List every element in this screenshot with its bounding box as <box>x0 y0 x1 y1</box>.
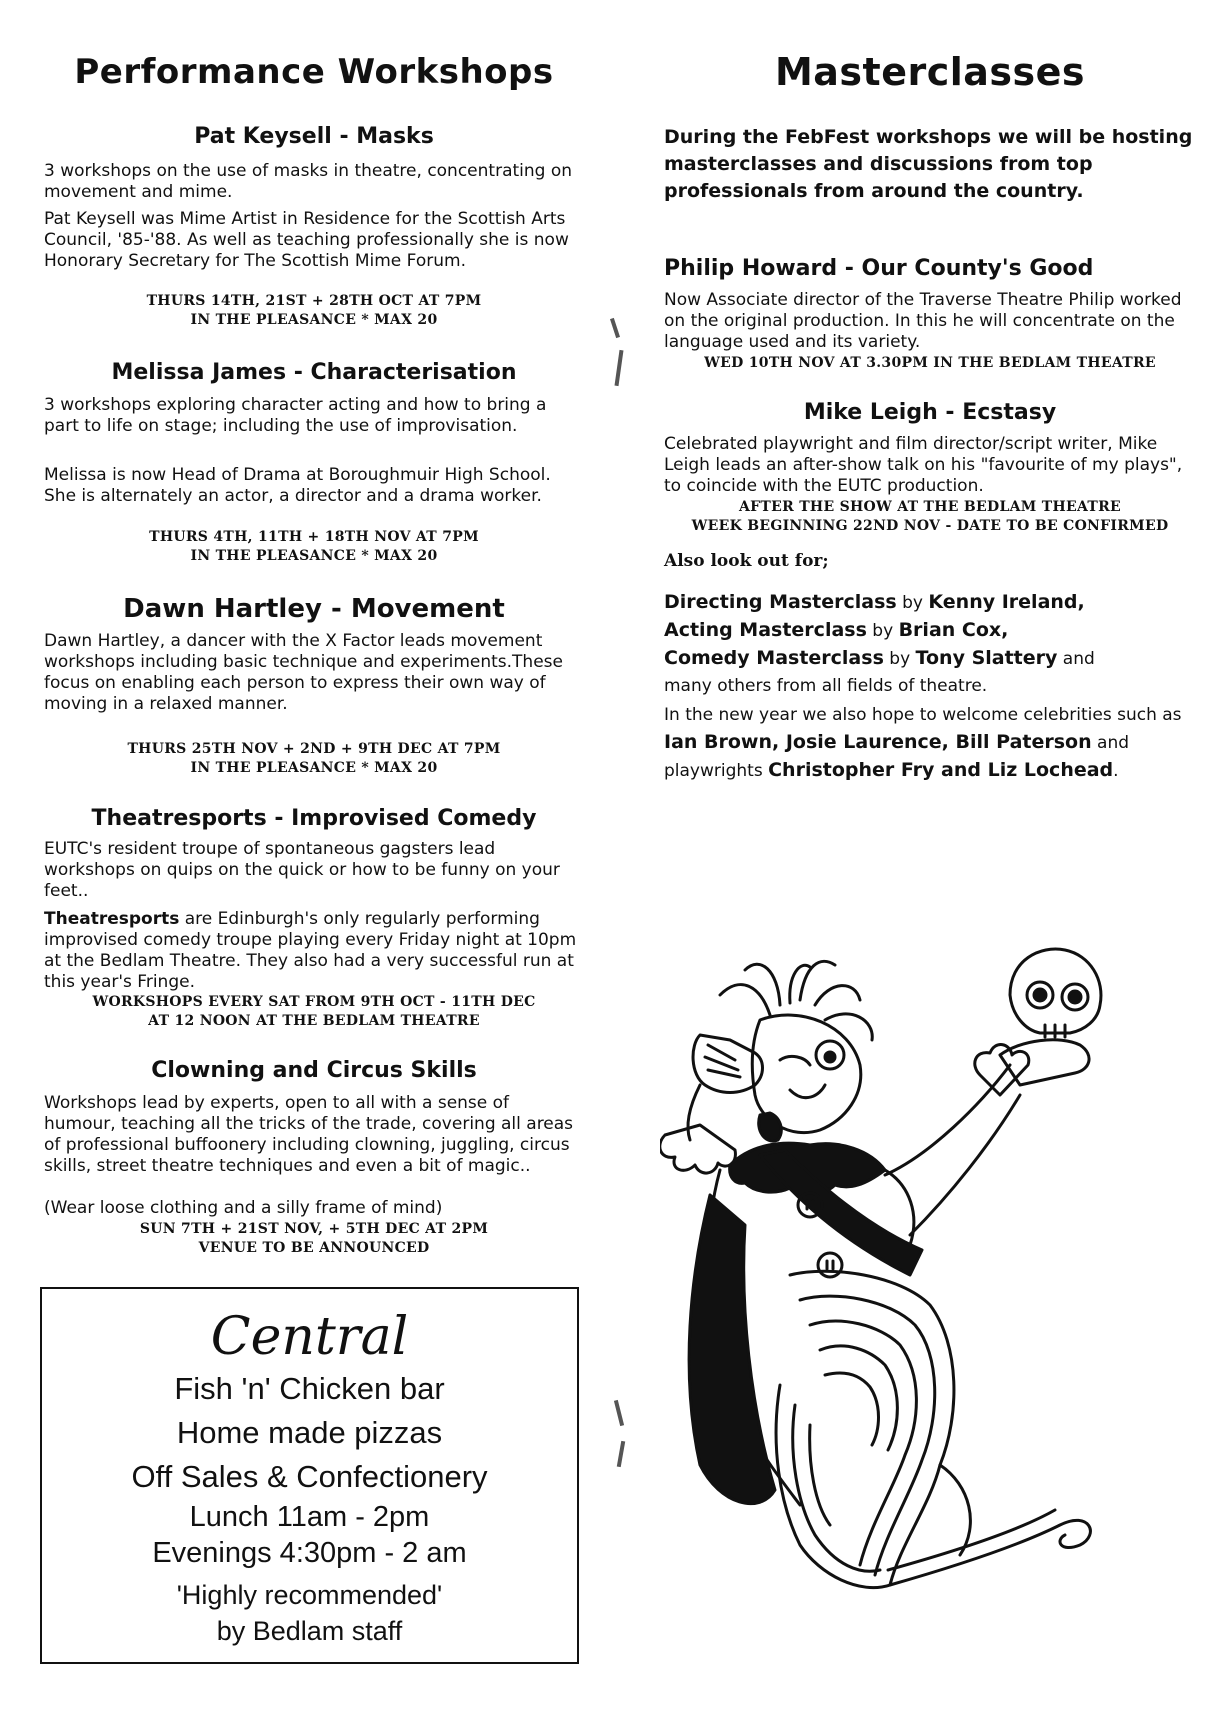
workshop-text: 3 workshops on the use of masks in theatre, concentrating on movement and mime. <box>44 161 573 202</box>
masterclass-person: Tony Slattery <box>915 647 1058 669</box>
masterclass-name: Directing Masterclass <box>664 591 897 613</box>
by-word: by <box>883 649 916 669</box>
masterclass-person: Kenny Ireland, <box>928 591 1085 613</box>
performance-workshops-title: Performance Workshops <box>74 52 554 92</box>
workshop-heading-theatresports: Theatresports - Improvised Comedy <box>91 806 537 831</box>
schedule-line: VENUE TO BE ANNOUNCED <box>198 1240 430 1256</box>
workshop-text <box>44 909 584 993</box>
advert-hours: Lunch 11am - 2pm <box>189 1501 430 1533</box>
schedule-line: AFTER THE SHOW AT THE BEDLAM THEATRE <box>739 499 1121 515</box>
celebrities-names: Ian Brown, Josie Laurence, Bill Paterson <box>664 731 1092 753</box>
theatresports-text: are Edinburgh's only regularly performing improvised comedy troupe playing every Friday night at 10pm at the Bedlam Theatre. They also had a very successful run at this year's Fringe. <box>44 909 577 992</box>
workshop-text: Workshops lead by experts, open to all with a sense of humour, teaching all the tricks of the trade, covering all areas of professional buffoonery including clowning, juggling, circus skills, street theatre techniques and even a bit of magic.. <box>44 1093 574 1176</box>
workshop-text: (Wear loose clothing and a silly frame of mind) <box>44 1198 443 1218</box>
workshop-text: 3 workshops exploring character acting and how to bring a part to life on stage; including the use of improvisation. <box>44 395 547 436</box>
central-advert <box>40 1287 579 1664</box>
workshop-text: Dawn Hartley, a dancer with the X Factor leads movement workshops including basic technique and experiments.These focus on enabling each person to express their own way of moving in a relaxed manner. <box>44 631 563 714</box>
workshop-text: EUTC's resident troupe of spontaneous gagsters lead workshops on quips on the quick or how to be funny on your feet.. <box>44 839 560 901</box>
workshop-text: Melissa is now Head of Drama at Boroughmuir High School. She is alternately an actor, a director and a drama worker. <box>44 465 551 506</box>
by-word: by <box>866 621 899 641</box>
masterclass-schedule <box>664 498 1196 536</box>
theatresports-bold: Theatresports <box>44 909 180 929</box>
advert-line: Home made pizzas <box>176 1415 443 1450</box>
masterclass-name: Comedy Masterclass <box>664 647 884 669</box>
workshop-schedule <box>44 1220 584 1258</box>
advert-quote: 'Highly recommended' <box>176 1580 443 1610</box>
jester-illustration <box>660 945 1200 1605</box>
schedule-line: IN THE PLEASANCE * MAX 20 <box>190 760 438 776</box>
also-tail: many others from all fields of theatre. <box>664 676 988 696</box>
staple-mark <box>614 1400 624 1426</box>
workshop-schedule <box>44 528 584 566</box>
also-list <box>664 589 1196 700</box>
schedule-line: THURS 14TH, 21ST + 28TH OCT AT 7PM <box>146 293 482 309</box>
masterclass-text: Now Associate director of the Traverse Theatre Philip worked on the original production. In this he will concentrate on the language used and its variety. <box>664 290 1182 352</box>
advert-quote: by Bedlam staff <box>216 1616 403 1646</box>
schedule-line: THURS 4TH, 11TH + 18TH NOV AT 7PM <box>149 529 479 545</box>
masterclass-name: Acting Masterclass <box>664 619 867 641</box>
schedule-line: WEEK BEGINNING 22ND NOV - DATE TO BE CONFIRMED <box>691 518 1169 534</box>
workshop-heading-masks: Pat Keysell - Masks <box>194 124 434 149</box>
new-year-end: . <box>1113 761 1119 781</box>
schedule-line: IN THE PLEASANCE * MAX 20 <box>190 312 438 328</box>
masterclass-text: Celebrated playwright and film director/script writer, Mike Leigh leads an after-show talk on his "favourite of my plays", to coincide with the EUTC production. <box>664 434 1183 496</box>
and-word: and <box>1057 649 1095 669</box>
advert-line: Fish 'n' Chicken bar <box>174 1371 445 1406</box>
schedule-line: WORKSHOPS EVERY SAT FROM 9TH OCT - 11TH DEC <box>92 994 536 1010</box>
masterclasses-title: Masterclasses <box>774 50 1086 94</box>
workshop-schedule <box>44 740 584 778</box>
advert-hours: Evenings 4:30pm - 2 am <box>152 1537 467 1569</box>
staple-mark <box>615 350 624 386</box>
by-word: by <box>896 593 929 613</box>
workshop-schedule <box>44 993 584 1031</box>
staple-mark <box>610 318 620 338</box>
playwrights-names: Christopher Fry and Liz Lochead <box>768 759 1114 781</box>
masterclass-heading-mike-leigh: Mike Leigh - Ecstasy <box>803 400 1057 425</box>
staple-mark <box>617 1441 625 1467</box>
workshop-heading-characterisation: Melissa James - Characterisation <box>111 360 517 385</box>
schedule-line: IN THE PLEASANCE * MAX 20 <box>190 548 438 564</box>
masterclasses-intro: During the FebFest workshops we will be hosting masterclasses and discussions from top professionals from around the country. <box>664 126 1193 202</box>
schedule-line: SUN 7TH + 21ST NOV, + 5TH DEC AT 2PM <box>139 1221 489 1237</box>
advert-line: Off Sales & Confectionery <box>131 1459 488 1494</box>
workshop-heading-movement: Dawn Hartley - Movement <box>123 594 505 624</box>
masterclass-heading-philip-howard: Philip Howard - Our County's Good <box>664 256 1094 281</box>
new-year-mid: and playwrights <box>664 733 1130 781</box>
also-look-out-label: Also look out for; <box>664 551 829 571</box>
new-year-text <box>664 702 1196 785</box>
masterclass-schedule: WED 10TH NOV AT 3.30PM IN THE BEDLAM THEATRE <box>704 355 1156 371</box>
new-year-lead: In the new year we also hope to welcome celebrities such as <box>664 705 1182 725</box>
advert-name: Central <box>210 1307 409 1367</box>
workshop-schedule <box>44 292 584 330</box>
workshop-text: Pat Keysell was Mime Artist in Residence for the Scottish Arts Council, '85-'88. As well as teaching professionally she is now Honorary Secretary for The Scottish Mime Forum. <box>44 209 569 271</box>
masterclass-person: Brian Cox, <box>898 619 1009 641</box>
workshop-heading-clowning: Clowning and Circus Skills <box>151 1058 477 1083</box>
schedule-line: AT 12 NOON AT THE BEDLAM THEATRE <box>148 1013 480 1029</box>
schedule-line: THURS 25TH NOV + 2ND + 9TH DEC AT 7PM <box>127 741 501 757</box>
